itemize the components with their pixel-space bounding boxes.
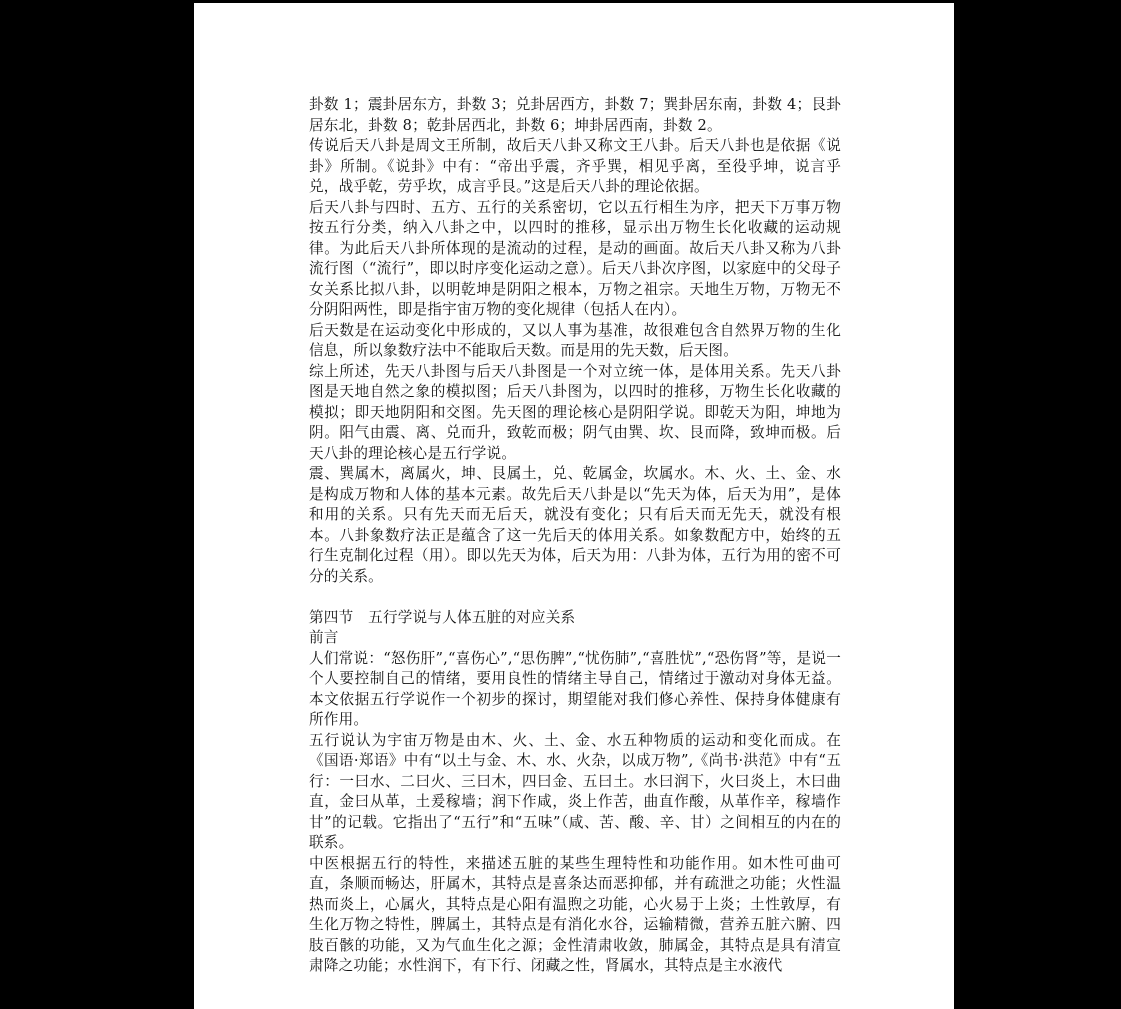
paragraph: 综上所述，先天八卦图与后天八卦图是一个对立统一体，是体用关系。先天八卦图是天地自然之象的模拟图；后天八卦图为，以四时的推移，万物生长化收藏的模拟；即天地阴阳和交图。先天图的理论核心是阴阳学说。即乾天为阳，坤地为阴。阳气由震、离、兑而升，致乾而极；阴气由巽、坎、艮而降，致坤而极。后天八卦的理论核心是五行学说。: [309, 362, 841, 462]
paragraph: 后天八卦与四时、五方、五行的关系密切，它以五行相生为序，把天下万事万物按五行分类，纳入八卦之中，以四时的推移，显示出万物生长化收藏的运动规律。为此后天八卦所体现的是流动的过程，是动的画面。故后天八卦又称为八卦流行图（“流行”，即以时序变化运动之意）。后天八卦次序图，以家庭中的父母子女关系比拟八卦，以明乾坤是阴阳之根本，万物之祖宗。天地生万物，万物无不分阴阳两性，即是指宇宙万物的变化规律（包括人在内）。: [309, 198, 841, 318]
paragraph: 中医根据五行的特性，来描述五脏的某些生理特性和功能作用。如木性可曲可直，条顺而畅达，肝属木，其特点是喜条达而恶抑郁，并有疏泄之功能；火性温热而炎上，心属火，其特点是心阳有温煦之功能，心火易于上炎；土性敦厚，有生化万物之特性，脾属土，其特点是有消化水谷，运输精微，营养五脏六腑、四肢百骸的功能，又为气血生化之源；金性清肃收敛，肺属金，其特点是具有清宣肃降之功能；水性润下，有下行、闭藏之性，肾属水，其特点是主水液代: [309, 854, 841, 974]
document-body: [309, 95, 841, 977]
section-subheading: 前言: [309, 629, 339, 646]
paragraph: 人们常说：“怒伤肝”,“喜伤心”,“思伤脾”,“忧伤肺”,“喜胜忧”,“恐伤肾”等，是说一个人要控制自己的情绪，要用良性的情绪主导自己，情绪过于激动对身体无益。本文依据五行学说作一个初步的探讨，期望能对我们修心养性、保持身体健康有所作用。: [309, 649, 841, 728]
section-heading: 第四节 五行学说与人体五脏的对应关系: [309, 608, 576, 626]
paragraph: 卦数 1；震卦居东方，卦数 3；兑卦居西方，卦数 7；巽卦居东南，卦数 4；艮卦居东北，卦数 8；乾卦居西北，卦数 6；坤卦居西南，卦数 2。: [309, 96, 841, 134]
paragraph: 传说后天八卦是周文王所制，故后天八卦又称文王八卦。后天八卦也是依据《说卦》所制。《说卦》中有：“帝出乎震，齐乎巽，相见乎离，至役乎坤，说言乎兑，战乎乾，劳乎坎，成言乎艮。”这是后天八卦的理论依据。: [309, 137, 841, 195]
paragraph: 后天数是在运动变化中形成的，又以人事为基准，故很难包含自然界万物的生化信息，所以象数疗法中不能取后天数。而是用的先天数，后天图。: [309, 321, 841, 359]
paragraph: 五行说认为宇宙万物是由木、火、土、金、水五种物质的运动和变化而成。在《国语·郑语》中有“以土与金、木、水、火杂，以成万物”,《尚书·洪范》中有“五行：一曰水、二曰火、三曰木，四曰金、五曰土。水曰润下，火曰炎上，木曰曲直，金曰从革，土爰稼墙；润下作咸，炎上作苦，曲直作酸，从革作辛，稼墙作甘”的记载。它指出了“五行”和“五味”（咸、苦、酸、辛、甘）之间相互的内在的联系。: [309, 731, 841, 851]
paragraph: 震、巽属木，离属火，坤、艮属土，兑、乾属金，坎属水。木、火、土、金、水是构成万物和人体的基本元素。故先后天八卦是以“先天为体，后天为用”，是体和用的关系。只有先天而无后天，就没有变化；只有后天而无先天，就没有根本。八卦象数疗法正是蕴含了这一先后天的体用关系。如象数配方中，始终的五行生克制化过程（用）。即以先天为体，后天为用：八卦为体，五行为用的密不可分的关系。: [309, 465, 841, 585]
document-page: [194, 3, 954, 1009]
blank-line: [309, 587, 841, 608]
